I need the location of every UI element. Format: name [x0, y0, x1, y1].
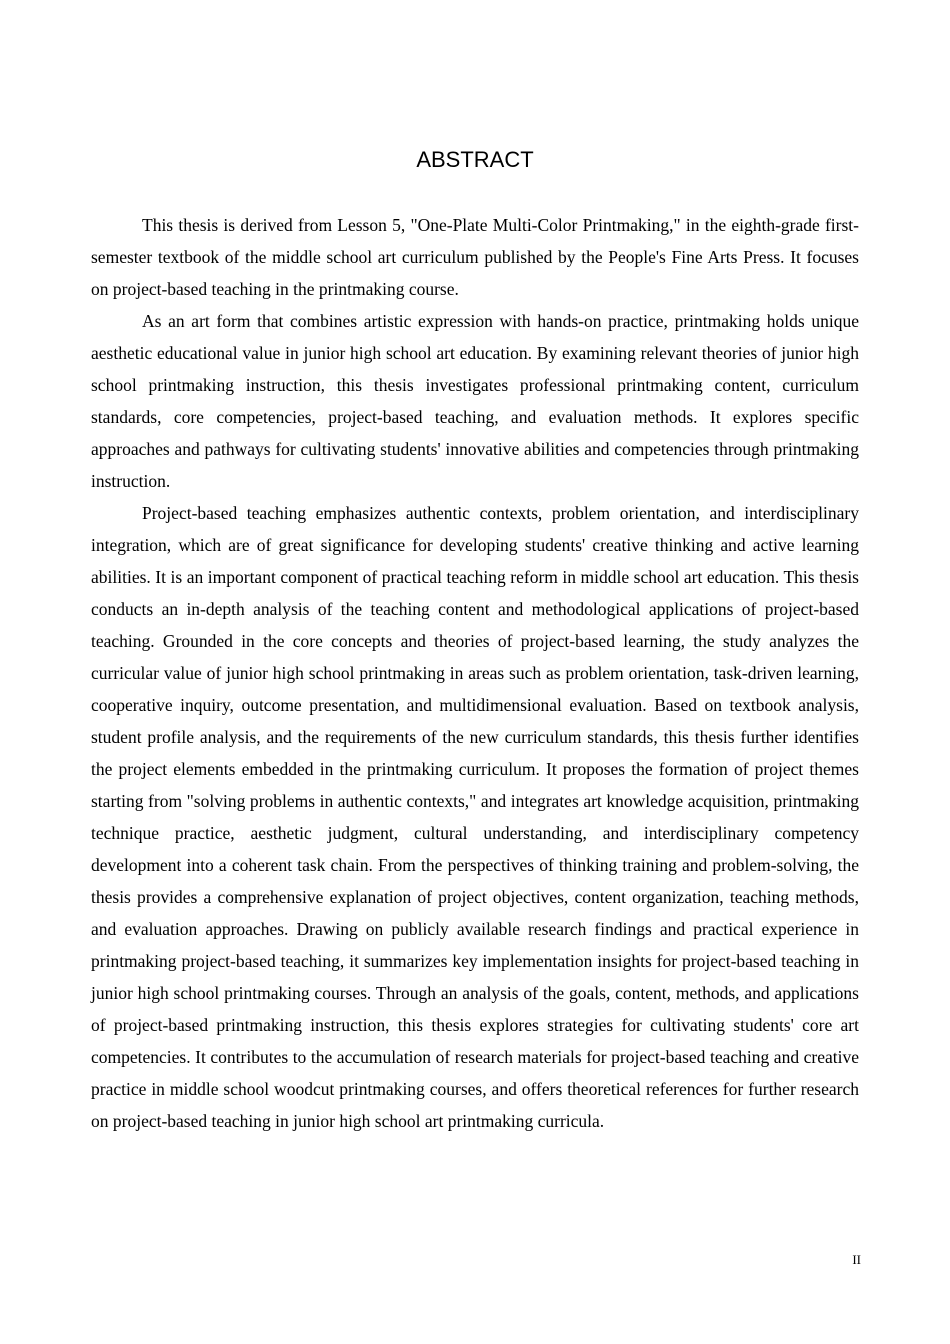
abstract-paragraph-3: Project-based teaching emphasizes authentic contexts, problem orientation, and interdisciplinary integration, which are of great significance for developing students' creative thinking and active learning abilities. It is an important component of practical teaching reform in middle school art education. This thesis conducts an in-depth analysis of the teaching content and methodological applications of project-based teaching. Grounded in the core concepts and theories of project-based learning, the study analyzes the curricular value of junior high school printmaking in areas such as problem orientation, task-driven learning, cooperative inquiry, outcome presentation, and multidimensional evaluation. Based on textbook analysis, student profile analysis, and the requirements of the new curriculum standards, this thesis further identifies the project elements embedded in the printmaking curriculum. It proposes the formation of project themes starting from "solving problems in authentic contexts," and integrates art knowledge acquisition, printmaking technique practice, aesthetic judgment, cultural understanding, and interdisciplinary competency development into a coherent task chain. From the perspectives of thinking training and problem-solving, the thesis provides a comprehensive explanation of project objectives, content organization, teaching methods, and evaluation approaches. Drawing on publicly available research findings and practical experience in printmaking project-based teaching, it summarizes key implementation insights for project-based teaching in junior high school printmaking courses. Through an analysis of the goals, content, methods, and applications of project-based printmaking instruction, this thesis explores strategies for cultivating students' core art competencies. It contributes to the accumulation of research materials for project-based teaching and creative practice in middle school woodcut printmaking courses, and offers theoretical references for further research on project-based teaching in junior high school art printmaking curricula. — [91, 503, 859, 1131]
page-number: II — [852, 1252, 861, 1267]
abstract-title: ABSTRACT — [416, 147, 534, 172]
abstract-paragraph-1: This thesis is derived from Lesson 5, "One-Plate Multi-Color Printmaking," in the eighth-grade first-semester textbook of the middle school art curriculum published by the People's Fine Arts Press. It focuses on project-based teaching in the printmaking course. — [91, 215, 859, 299]
abstract-body — [91, 209, 859, 1137]
abstract-paragraph-2: As an art form that combines artistic expression with hands-on practice, printmaking holds unique aesthetic educational value in junior high school art education. By examining relevant theories of junior high school printmaking instruction, this thesis investigates professional printmaking content, curriculum standards, core competencies, project-based teaching, and evaluation methods. It explores specific approaches and pathways for cultivating students' innovative abilities and competencies through printmaking instruction. — [91, 311, 859, 491]
